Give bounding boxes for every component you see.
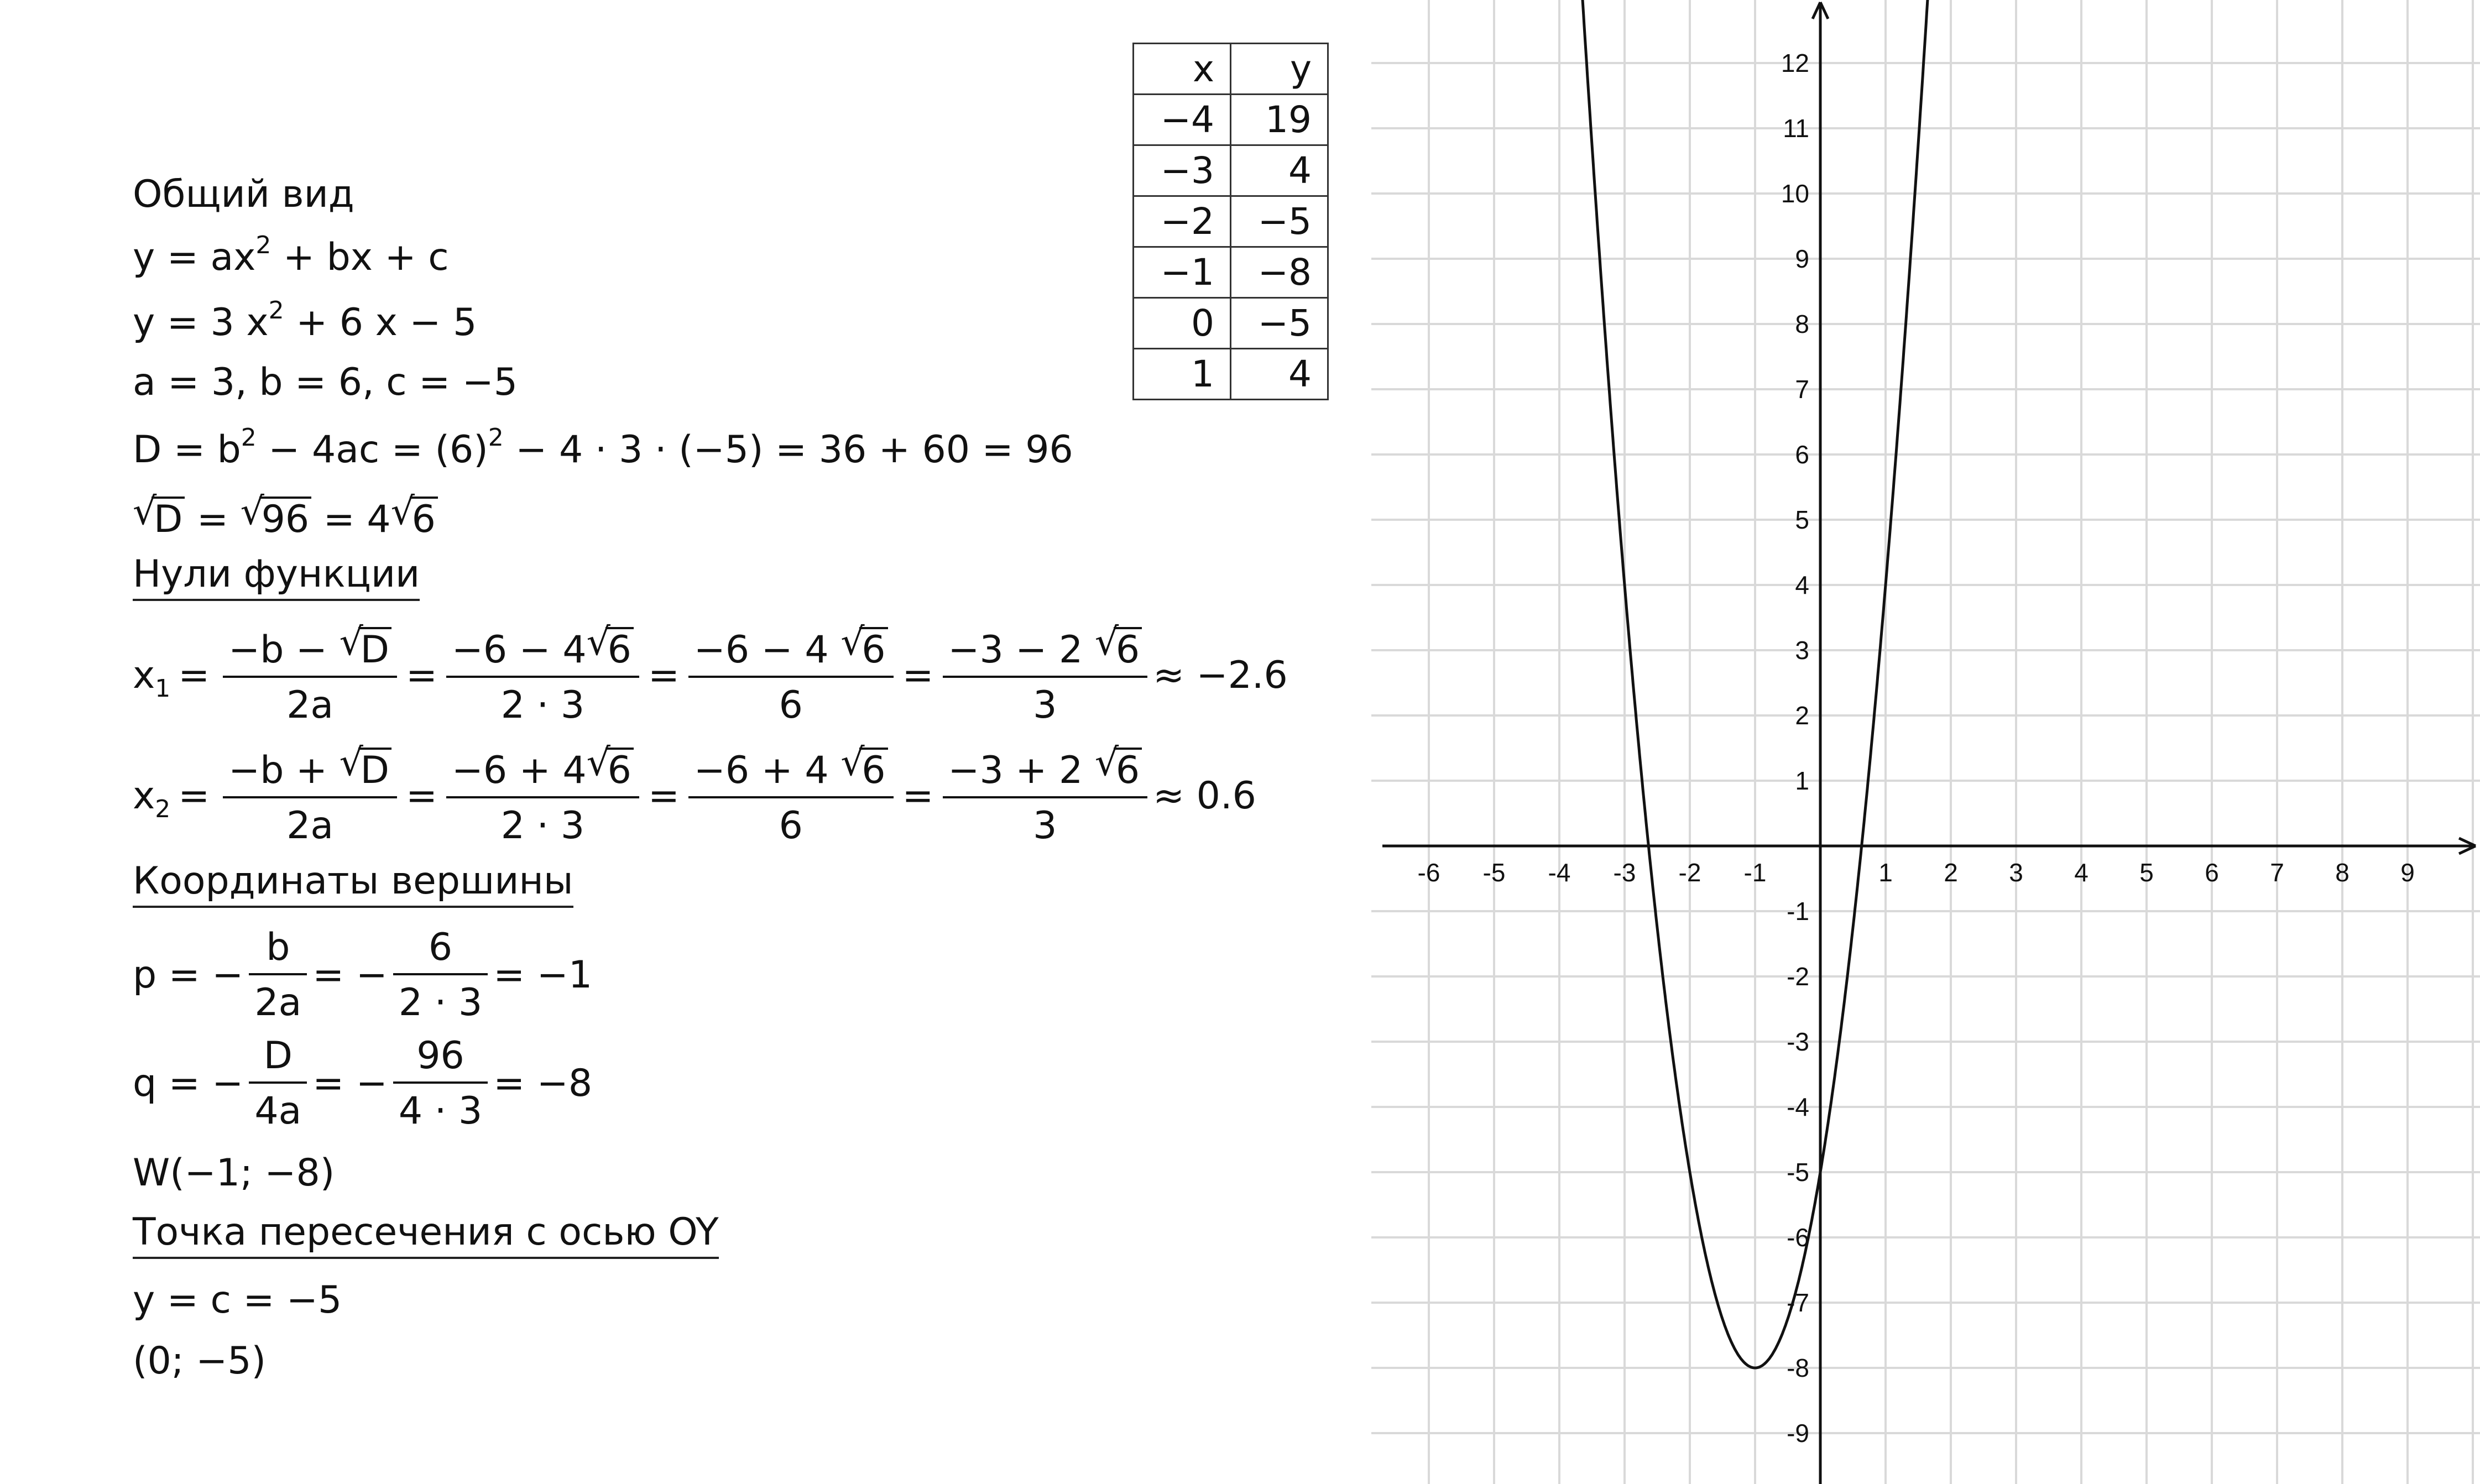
radical xyxy=(587,748,634,790)
y-tick-label: -1 xyxy=(1787,897,1809,926)
numerator: 6 xyxy=(393,929,488,975)
exponent: 2 xyxy=(268,296,284,325)
fraction xyxy=(943,748,1148,848)
radical xyxy=(340,748,391,790)
fraction xyxy=(688,748,894,848)
discriminant-equation xyxy=(133,424,1073,472)
radicand: 96 xyxy=(259,497,312,539)
radical xyxy=(1095,748,1142,790)
disc-part: − 4 · 3 · (−5) = 36 + 60 = 96 xyxy=(503,428,1073,472)
numerator xyxy=(943,748,1148,798)
table-cell: 4 xyxy=(1231,145,1328,196)
x2-approx: ≈ 0.6 xyxy=(1153,774,1256,818)
radicand: 6 xyxy=(1114,748,1142,790)
general-lhs: y = ax xyxy=(133,236,256,279)
x-tick-label: 7 xyxy=(2270,858,2284,887)
x-tick-label: 9 xyxy=(2400,858,2415,887)
radicand: 6 xyxy=(1114,627,1142,669)
denominator: 3 xyxy=(1033,804,1057,848)
radical xyxy=(1095,627,1142,672)
fraction xyxy=(446,627,639,727)
radicand: D xyxy=(358,748,391,790)
table-row xyxy=(1134,298,1328,349)
x-tick-label: -3 xyxy=(1613,858,1636,887)
x-tick-label: 1 xyxy=(1878,858,1893,887)
fraction xyxy=(393,926,488,1025)
radical xyxy=(340,627,391,672)
table-header-x: x xyxy=(1134,44,1231,95)
fraction xyxy=(223,627,397,727)
table-cell: −3 xyxy=(1134,145,1231,196)
table-cell: 4 xyxy=(1231,349,1328,400)
num-text: −6 + 4 xyxy=(693,749,841,792)
value-table xyxy=(1132,43,1329,400)
numerator xyxy=(688,627,894,678)
numerator xyxy=(446,748,639,798)
radical xyxy=(587,627,634,672)
table-cell: −8 xyxy=(1231,247,1328,298)
numerator: b xyxy=(249,929,307,975)
y-tick-label: 9 xyxy=(1795,244,1809,273)
sqrt-discriminant xyxy=(133,497,438,539)
x-tick-label: -6 xyxy=(1417,858,1440,887)
numerator xyxy=(223,748,397,798)
equals: = xyxy=(178,774,210,818)
y-tick-label: -7 xyxy=(1787,1288,1809,1317)
y-tick-label: 1 xyxy=(1795,766,1809,795)
x-tick-label: -4 xyxy=(1548,858,1571,887)
x-tick-label: 5 xyxy=(2139,858,2154,887)
y-tick-label: 2 xyxy=(1795,701,1809,730)
numerator: D xyxy=(249,1037,307,1084)
numerator xyxy=(688,748,894,798)
q-mid: = − xyxy=(312,1062,388,1105)
denominator: 3 xyxy=(1033,683,1057,727)
exponent: 2 xyxy=(241,424,257,452)
root-x1-formula xyxy=(133,627,1288,727)
zeros-heading: Нули функции xyxy=(133,556,420,601)
general-form-label: Общий вид xyxy=(133,173,354,216)
general-equation xyxy=(133,231,449,279)
y-tick-label: -6 xyxy=(1787,1223,1809,1252)
y-tick-label: 12 xyxy=(1781,49,1809,77)
p-lhs: p = − xyxy=(133,953,244,997)
equals: = xyxy=(902,774,934,818)
denominator: 2a xyxy=(254,981,302,1025)
equals: = xyxy=(185,498,241,541)
x-tick-label: -1 xyxy=(1743,858,1767,887)
denominator: 2 · 3 xyxy=(500,683,585,727)
parabola-graph xyxy=(1371,0,2480,1484)
oy-point: (0; −5) xyxy=(133,1339,267,1383)
vertex-p-formula xyxy=(133,926,593,1025)
parabola-curve xyxy=(1559,0,1954,1368)
table-row xyxy=(1134,95,1328,145)
root-x2-formula xyxy=(133,748,1256,848)
radicand: 6 xyxy=(605,748,634,790)
table-cell: −5 xyxy=(1231,298,1328,349)
radicand: D xyxy=(358,627,391,669)
num-text: −6 − 4 xyxy=(693,628,841,672)
coefficients: a = 3, b = 6, c = −5 xyxy=(133,360,518,404)
vertex-q-formula xyxy=(133,1034,593,1133)
vertex-heading: Координаты вершины xyxy=(133,863,573,908)
y-tick-label: -5 xyxy=(1787,1158,1809,1187)
num-text: −6 + 4 xyxy=(451,749,587,792)
numerator xyxy=(223,627,397,678)
subscript: 1 xyxy=(155,675,171,703)
radicand: 6 xyxy=(410,497,438,539)
exponent: 2 xyxy=(488,424,504,452)
equals: = xyxy=(405,654,437,697)
y-tick-label: 6 xyxy=(1795,440,1809,469)
fraction xyxy=(249,1034,307,1133)
given-equation xyxy=(133,296,477,344)
x1-approx: ≈ −2.6 xyxy=(1153,654,1288,697)
fraction xyxy=(393,1034,488,1133)
table-row xyxy=(1134,247,1328,298)
radicand: 6 xyxy=(859,748,887,790)
y-tick-label: -2 xyxy=(1787,962,1809,991)
fraction xyxy=(943,627,1148,727)
fraction xyxy=(688,627,894,727)
radicand: D xyxy=(152,497,185,539)
equals: = xyxy=(648,774,680,818)
y-tick-label: -9 xyxy=(1787,1419,1809,1448)
denominator: 6 xyxy=(779,804,803,848)
denominator: 2 · 3 xyxy=(500,804,585,848)
eq-rhs: + 6 x − 5 xyxy=(284,301,477,344)
x-tick-label: 8 xyxy=(2335,858,2350,887)
y-tick-label: 11 xyxy=(1783,114,1809,143)
x-var: x xyxy=(133,774,155,818)
table-row xyxy=(1134,196,1328,247)
y-tick-label: -4 xyxy=(1787,1093,1809,1121)
eq-lhs: y = 3 x xyxy=(133,301,269,344)
num-text: −b + xyxy=(228,749,340,792)
x-tick-label: -5 xyxy=(1482,858,1506,887)
table-cell: −4 xyxy=(1134,95,1231,145)
disc-part: D = b xyxy=(133,428,241,472)
x2-symbol xyxy=(133,774,171,823)
equals: = xyxy=(902,654,934,697)
table-row xyxy=(1134,145,1328,196)
equals: = xyxy=(648,654,680,697)
y-tick-label: 10 xyxy=(1781,179,1809,208)
vertex-point: W(−1; −8) xyxy=(133,1151,335,1195)
y-tick-label: -3 xyxy=(1787,1027,1809,1056)
x-tick-label: 2 xyxy=(1944,858,1958,887)
general-rhs: + bx + c xyxy=(271,236,449,279)
radical xyxy=(133,497,185,539)
radical xyxy=(241,497,312,539)
table-cell: 19 xyxy=(1231,95,1328,145)
equals: = xyxy=(178,654,210,697)
x-tick-label: 4 xyxy=(2074,858,2089,887)
radicand: 6 xyxy=(859,627,887,669)
num-text: −6 − 4 xyxy=(451,628,587,672)
y-tick-label: -8 xyxy=(1787,1354,1809,1382)
p-result: = −1 xyxy=(493,953,593,997)
denominator: 4 · 3 xyxy=(398,1089,483,1133)
y-tick-label: 7 xyxy=(1795,375,1809,404)
radical xyxy=(391,497,438,539)
radicand: 6 xyxy=(605,627,634,669)
disc-part: − 4ac = (6) xyxy=(256,428,488,472)
subscript: 2 xyxy=(155,795,171,823)
equals: = xyxy=(405,774,437,818)
table-header-row xyxy=(1134,44,1328,95)
table-row xyxy=(1134,349,1328,400)
y-tick-label: 3 xyxy=(1795,636,1809,665)
fraction xyxy=(249,926,307,1025)
radical xyxy=(840,627,887,672)
denominator: 2 · 3 xyxy=(398,981,483,1025)
exponent: 2 xyxy=(255,231,272,259)
x1-symbol xyxy=(133,654,171,703)
denominator: 6 xyxy=(779,683,803,727)
x-var: x xyxy=(133,654,155,697)
table-cell: −5 xyxy=(1231,196,1328,247)
y-tick-label: 5 xyxy=(1795,505,1809,534)
denominator: 4a xyxy=(254,1089,302,1133)
denominator: 2a xyxy=(286,804,334,848)
y-tick-label: 4 xyxy=(1795,571,1809,599)
table-cell: 1 xyxy=(1134,349,1231,400)
x-tick-label: 6 xyxy=(2205,858,2219,887)
fraction xyxy=(446,748,639,848)
numerator: 96 xyxy=(393,1037,488,1084)
q-lhs: q = − xyxy=(133,1062,244,1105)
equals: = 4 xyxy=(311,498,391,541)
numerator xyxy=(446,627,639,678)
table-cell: 0 xyxy=(1134,298,1231,349)
num-text: −3 + 2 xyxy=(948,749,1095,792)
table-cell: −1 xyxy=(1134,247,1231,298)
numerator xyxy=(943,627,1148,678)
denominator: 2a xyxy=(286,683,334,727)
oy-intersection-heading: Точка пересечения с осью OY xyxy=(133,1214,719,1259)
y-tick-label: 8 xyxy=(1795,310,1809,338)
num-text: −b − xyxy=(228,628,340,672)
p-mid: = − xyxy=(312,953,388,997)
q-result: = −8 xyxy=(493,1062,593,1105)
oy-equation: y = c = −5 xyxy=(133,1278,342,1322)
fraction xyxy=(223,748,397,848)
table-header-y: y xyxy=(1231,44,1328,95)
x-tick-label: 3 xyxy=(2009,858,2023,887)
num-text: −3 − 2 xyxy=(948,628,1095,672)
x-tick-label: -2 xyxy=(1678,858,1701,887)
table-cell: −2 xyxy=(1134,196,1231,247)
radical xyxy=(840,748,887,790)
